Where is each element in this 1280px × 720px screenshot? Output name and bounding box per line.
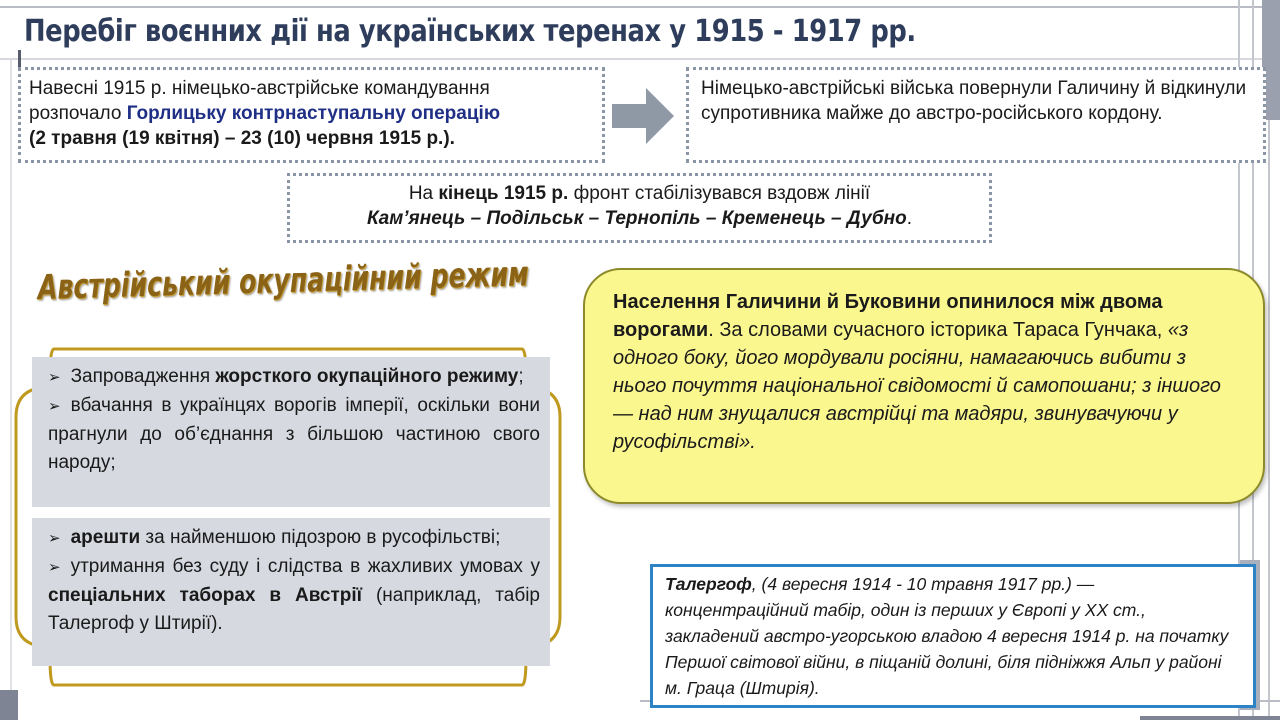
- decor-line: [1140, 716, 1280, 720]
- gorlice-operation-name: Горлицьку контрнаступальну операцію: [126, 103, 501, 124]
- front-text: фронт стабілізувався вздовж лінії: [568, 183, 871, 204]
- arrow-bullet-icon: ➢: [48, 559, 61, 576]
- arrow-bullet-icon: ➢: [48, 530, 61, 547]
- list-text: за найменшою підозрою в русофільстві;: [140, 527, 501, 548]
- decor-line: [0, 58, 1280, 60]
- gorlice-line-1: Навесні 1915 р. німецько-австрійське командування: [29, 78, 490, 99]
- galicia-return-box: [686, 67, 1266, 163]
- decor-block: [0, 690, 18, 720]
- historian-quote-box: [583, 268, 1265, 504]
- list-item: [48, 524, 540, 553]
- quote-text: . За словами сучасного історика Тараса Гунчака,: [708, 319, 1168, 341]
- list-item: [48, 392, 540, 477]
- front-line-box: [287, 173, 992, 243]
- galicia-return-text: Німецько-австрійські війська повернули Галичину й відкинули супротивника майже до австро-російського кордону.: [701, 78, 1247, 124]
- gorlice-text: розпочало: [29, 103, 127, 124]
- talerhof-description: , (4 вересня 1914 - 10 травня 1917 рр.) — концентраційний табір, один із перших у Європі у ХХ ст., закладений австро-угорською владою 4 вересня 1914 р. на початку Першої світової війни, в піщаній долині, біля підніжжя Альп у районі м. Граца (Штирія).: [665, 574, 1229, 698]
- list-text: вбачання в українцях ворогів імперії, оскільки вони прагнули до об’єднання з більшою частиною свого народу;: [48, 395, 540, 473]
- arrow-bullet-icon: ➢: [48, 369, 61, 386]
- list-item: [48, 363, 540, 392]
- gorlice-offensive-box: [18, 67, 605, 163]
- list-text: (наприклад, табір Талергоф у Штирії).: [48, 585, 540, 634]
- arrow-right-icon: [612, 88, 674, 144]
- list-item: [48, 553, 540, 638]
- quote-citation: «з одного боку, його мордували росіяни, намагаючись вибити з нього почуття національної свідомості й самопошани; з іншого — над ним знущалися австрійці та мадяри, звинувачуючи у русофільстві».: [613, 319, 1221, 453]
- occupation-list-b: [32, 518, 550, 666]
- gorlice-line-2: [29, 101, 592, 126]
- page-title: Перебіг воєнних дії на українських теренах у 1915 - 1917 рр.: [24, 14, 916, 49]
- talerhof-box: [650, 564, 1256, 708]
- occupation-list-a: [32, 357, 550, 507]
- front-line-intro: [298, 181, 981, 206]
- front-line-cities: [298, 206, 981, 231]
- quote-headline: Населення Галичини й Буковини опинилося між двома ворогами: [613, 291, 1163, 341]
- decor-line: [0, 6, 1280, 8]
- front-date: кінець 1915 р.: [438, 183, 569, 204]
- list-text: утримання без суду і слідства в жахливих умовах у: [70, 556, 540, 577]
- talerhof-name: Талергоф: [665, 574, 752, 594]
- list-bold: жорсткого окупаційного режиму: [215, 366, 519, 387]
- decor-line: [10, 60, 12, 720]
- arrow-bullet-icon: ➢: [48, 398, 61, 415]
- front-text: На: [408, 183, 439, 204]
- occupation-heading: Австрійський окупаційний режим: [37, 254, 530, 308]
- front-cities: Кам’янець – Подільськ – Тернопіль – Кременець – Дубно: [366, 208, 907, 229]
- front-text: .: [906, 208, 913, 229]
- list-text: Запровадження: [70, 366, 216, 387]
- list-text: ;: [518, 366, 524, 387]
- list-bold: арешти: [70, 527, 141, 548]
- list-bold: спеціальних таборах в Австрії: [48, 585, 363, 606]
- gorlice-dates: (2 травня (19 квітня) – 23 (10) червня 1915 р.).: [29, 128, 455, 149]
